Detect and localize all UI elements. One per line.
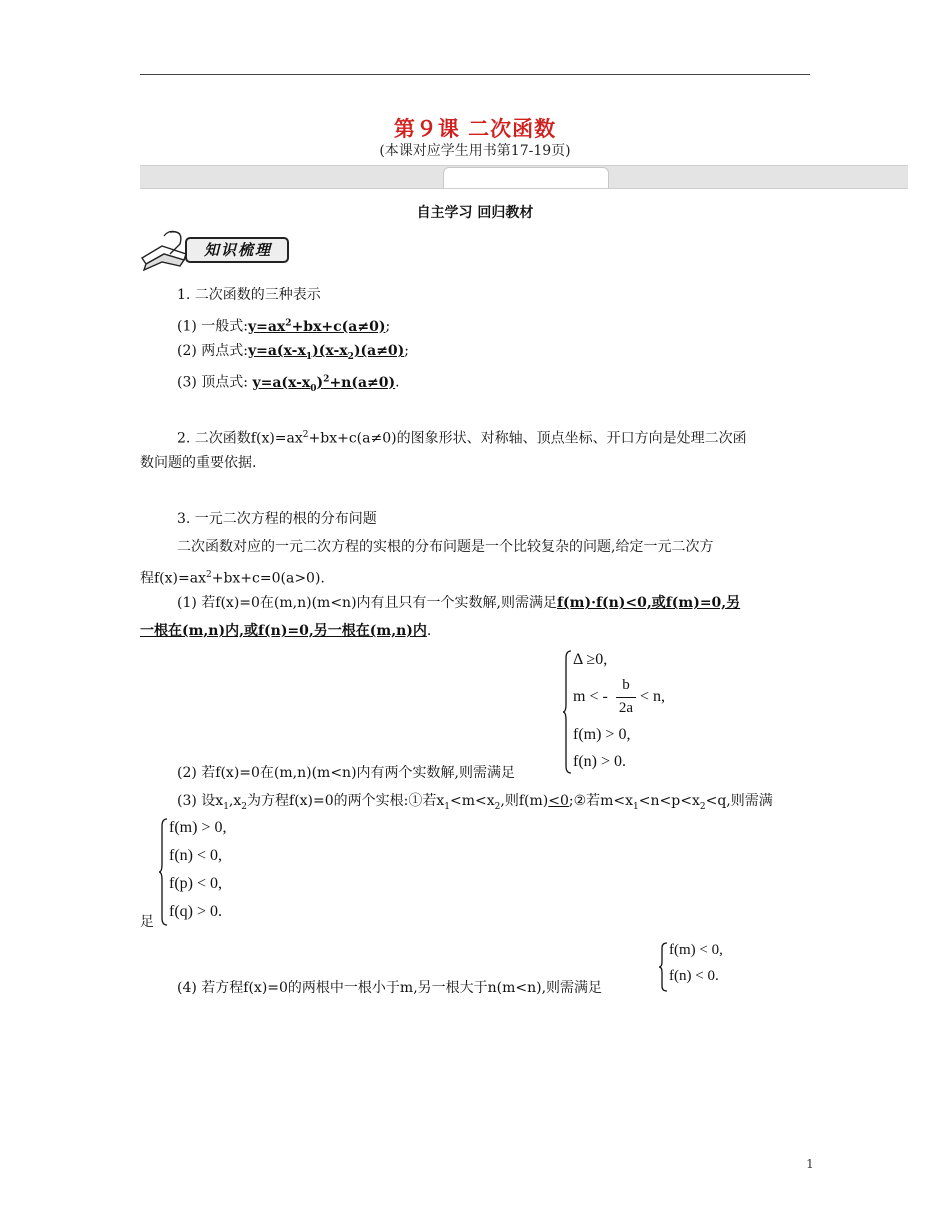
s2-line1-a: 2. 二次函数f(x)=ax — [177, 430, 303, 447]
case3-d: <m<x — [450, 793, 495, 809]
s2-line1-sup: 2 — [302, 430, 309, 440]
case3-g: <n<p<x — [638, 793, 700, 809]
case4-cond1: f(m) < 0, — [669, 942, 723, 958]
s3-title: 3. 一元二次方程的根的分布问题 — [177, 511, 377, 527]
case3-s1: 1 — [223, 801, 229, 812]
case2-cond2-right: < n, — [640, 688, 666, 705]
case1-end: . — [426, 623, 432, 639]
case1-answer-part2: 一根在(m,n)内,或f(n)=0,另一根在(m,n)内 — [140, 623, 427, 639]
lesson-subtitle: (本课对应学生用书第17-19页) — [379, 143, 571, 159]
s1-item3-suffix: . — [395, 374, 400, 391]
case3-cond1: f(m) > 0, — [169, 819, 227, 836]
case2-frac-num: b — [622, 677, 630, 693]
case2-frac-den: 2a — [618, 700, 634, 716]
two-point-sub1: 1 — [305, 351, 313, 362]
knowledge-badge — [140, 228, 292, 272]
general-form-part-a: y=ax — [248, 318, 286, 335]
s2-line1 — [177, 425, 747, 449]
two-point-part-c: )(a≠0) — [353, 343, 405, 359]
badge-label: 知识梳理 — [203, 241, 272, 259]
case3-e: ,则f(m) — [500, 793, 549, 809]
case3-f: ;②若m<x — [568, 793, 634, 809]
vertex-sub: 0 — [310, 383, 317, 394]
case4-system — [658, 940, 758, 994]
case2-system — [562, 648, 682, 778]
s1-item-two-point — [177, 341, 409, 367]
lesson-title: 第９课 二次函数 — [393, 116, 557, 141]
vertex-part-b: ) — [316, 374, 324, 391]
case3-s2: 2 — [241, 801, 248, 812]
s3-intro2-b: +bx+c=0(a>0). — [211, 570, 325, 587]
case3-system — [158, 816, 258, 928]
case1-answer-part1: f(m)·f(n)<0,或f(m)=0,另 — [556, 595, 741, 611]
case1-text: (1) 若f(x)=0在(m,n)(m<n)内有且只有一个实数解,则需满足 — [177, 595, 557, 611]
s1-item2-prefix: (2) 两点式: — [177, 343, 248, 359]
case2-cond2-left: m < - — [573, 688, 608, 705]
page-number: 1 — [806, 1157, 814, 1171]
case2-brace — [562, 650, 572, 774]
case4-text: (4) 若方程f(x)=0的两根中一根小于m,另一根大于n(m<n),则需满足 — [177, 980, 603, 996]
case2-cond1: Δ ≥0, — [573, 651, 608, 668]
case4-cond2: f(n) < 0. — [669, 968, 719, 984]
vertex-formula — [252, 374, 396, 394]
two-point-formula — [248, 343, 405, 362]
case3-b: ,x — [228, 793, 242, 809]
case3-a: (3) 设x — [177, 793, 224, 809]
case2-text: (2) 若f(x)=0在(m,n)(m<n)内有两个实数解,则需满足 — [177, 765, 515, 781]
s1-title: 1. 二次函数的三种表示 — [177, 287, 321, 303]
case3-cond4: f(q) > 0. — [169, 903, 223, 920]
vertex-part-c: +n(a≠0) — [329, 374, 396, 391]
case2-cond4: f(n) > 0. — [573, 753, 627, 770]
general-form-formula — [248, 319, 385, 335]
case3-cond3: f(p) < 0, — [169, 875, 223, 892]
top-rule — [140, 74, 810, 75]
case2-frac-bar — [616, 697, 636, 698]
case2-cond3: f(m) > 0, — [573, 726, 631, 743]
s1-item3-prefix: (3) 顶点式: — [177, 374, 253, 391]
case3-s5: 1 — [633, 801, 639, 812]
general-form-part-b: +bx+c(a≠0) — [291, 318, 386, 335]
s3-intro2 — [140, 565, 325, 589]
header-tab — [443, 167, 609, 188]
case4-brace — [658, 942, 668, 992]
case3-s4: 2 — [494, 801, 501, 812]
section-heading: 自主学习 回归教材 — [416, 205, 534, 221]
two-point-sub2: 2 — [347, 351, 354, 362]
case3-cond2: f(n) < 0, — [169, 847, 223, 864]
vertex-sup: 2 — [323, 374, 330, 384]
s1-item2-suffix: ; — [404, 343, 410, 359]
s2-line1-b: +bx+c(a≠0)的图象形状、对称轴、顶点坐标、开口方向是处理二次函 — [308, 430, 747, 447]
s3-intro2-sup: 2 — [205, 570, 212, 580]
vertex-part-a: y=a(x-x — [252, 374, 311, 391]
case3-s6: 2 — [699, 801, 706, 812]
s3-intro1: 二次函数对应的一元二次方程的实根的分布问题是一个比较复杂的问题,给定一元二次方 — [177, 539, 714, 555]
case3-s3: 1 — [444, 801, 451, 812]
case3-c: 为方程f(x)=0的两个实根:①若x — [247, 793, 445, 809]
s1-item-general — [177, 313, 390, 337]
two-point-part-b: )(x-x — [312, 343, 348, 359]
case1-line2 — [140, 621, 431, 641]
s1-item1-suffix: ; — [385, 318, 391, 335]
two-point-part-a: y=a(x-x — [248, 343, 306, 359]
case3-line — [177, 791, 773, 817]
s1-item-vertex — [177, 369, 400, 398]
case3-answer: <0 — [548, 793, 569, 809]
case3-zu: 足 — [140, 914, 154, 930]
general-form-sup: 2 — [285, 318, 292, 328]
s1-item1-prefix: (1) 一般式: — [177, 318, 248, 335]
s3-intro2-a: 程f(x)=ax — [140, 570, 206, 587]
case3-brace — [158, 818, 168, 926]
case1-line1 — [177, 593, 740, 613]
case3-h: <q,则需满 — [705, 793, 773, 809]
s2-line2: 数问题的重要依据. — [140, 455, 257, 471]
